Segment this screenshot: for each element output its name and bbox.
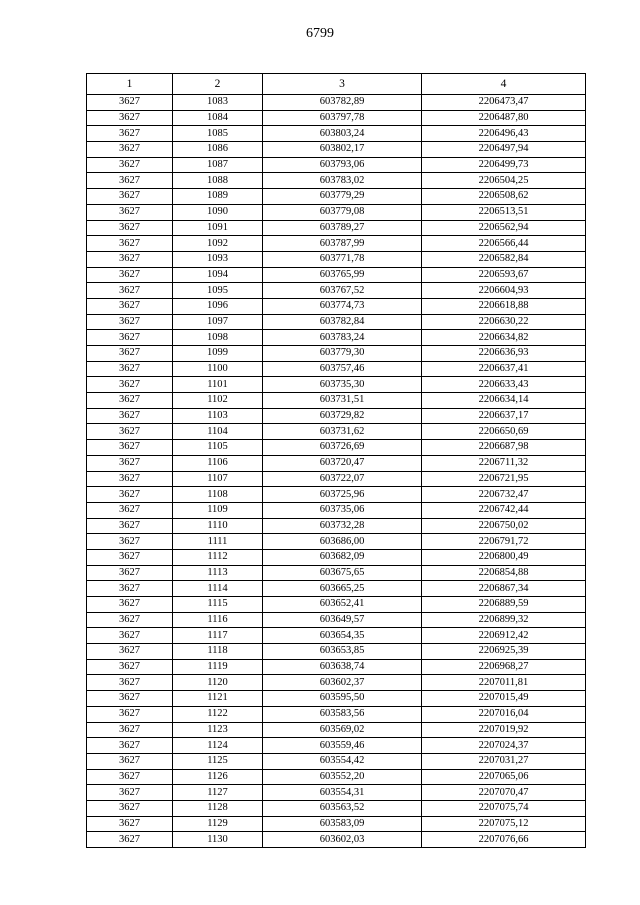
table-row xyxy=(87,251,586,267)
cell-point-number: 1101 xyxy=(173,377,263,393)
cell-zone: 3627 xyxy=(87,220,173,236)
table-row xyxy=(87,157,586,173)
cell-coordinate-y: 2206630,22 xyxy=(422,314,586,330)
cell-point-number: 1110 xyxy=(173,518,263,534)
header-row xyxy=(87,74,586,95)
cell-coordinate-x: 603735,30 xyxy=(263,377,422,393)
cell-zone: 3627 xyxy=(87,722,173,738)
cell-zone: 3627 xyxy=(87,487,173,503)
cell-coordinate-x: 603779,08 xyxy=(263,204,422,220)
cell-coordinate-x: 603767,52 xyxy=(263,283,422,299)
cell-point-number: 1114 xyxy=(173,581,263,597)
table-row xyxy=(87,408,586,424)
table-row xyxy=(87,800,586,816)
cell-coordinate-y: 2207075,12 xyxy=(422,816,586,832)
cell-point-number: 1113 xyxy=(173,565,263,581)
cell-coordinate-x: 603653,85 xyxy=(263,644,422,660)
cell-coordinate-y: 2206618,88 xyxy=(422,298,586,314)
cell-coordinate-y: 2206497,94 xyxy=(422,142,586,158)
cell-zone: 3627 xyxy=(87,738,173,754)
table-row xyxy=(87,204,586,220)
table-row xyxy=(87,722,586,738)
cell-point-number: 1097 xyxy=(173,314,263,330)
table-row xyxy=(87,236,586,252)
cell-zone: 3627 xyxy=(87,236,173,252)
cell-zone: 3627 xyxy=(87,298,173,314)
cell-point-number: 1095 xyxy=(173,283,263,299)
table-row xyxy=(87,346,586,362)
cell-point-number: 1087 xyxy=(173,157,263,173)
cell-coordinate-x: 603602,03 xyxy=(263,832,422,848)
cell-zone: 3627 xyxy=(87,518,173,534)
cell-coordinate-y: 2206791,72 xyxy=(422,534,586,550)
table-row xyxy=(87,110,586,126)
table-row xyxy=(87,377,586,393)
cell-coordinate-x: 603602,37 xyxy=(263,675,422,691)
cell-coordinate-y: 2206604,93 xyxy=(422,283,586,299)
cell-coordinate-x: 603686,00 xyxy=(263,534,422,550)
cell-point-number: 1100 xyxy=(173,361,263,377)
table-row xyxy=(87,440,586,456)
cell-zone: 3627 xyxy=(87,581,173,597)
cell-coordinate-y: 2206867,34 xyxy=(422,581,586,597)
cell-coordinate-x: 603554,31 xyxy=(263,785,422,801)
cell-point-number: 1086 xyxy=(173,142,263,158)
table-row xyxy=(87,628,586,644)
cell-coordinate-y: 2206854,88 xyxy=(422,565,586,581)
table-row xyxy=(87,659,586,675)
table-row xyxy=(87,706,586,722)
cell-coordinate-y: 2206634,14 xyxy=(422,393,586,409)
cell-zone: 3627 xyxy=(87,251,173,267)
cell-coordinate-y: 2206732,47 xyxy=(422,487,586,503)
table-row xyxy=(87,691,586,707)
cell-coordinate-y: 2206582,84 xyxy=(422,251,586,267)
cell-point-number: 1118 xyxy=(173,644,263,660)
cell-coordinate-y: 2207024,37 xyxy=(422,738,586,754)
cell-coordinate-x: 603787,99 xyxy=(263,236,422,252)
cell-zone: 3627 xyxy=(87,659,173,675)
table-row xyxy=(87,220,586,236)
cell-zone: 3627 xyxy=(87,785,173,801)
cell-point-number: 1106 xyxy=(173,455,263,471)
cell-coordinate-x: 603797,78 xyxy=(263,110,422,126)
cell-point-number: 1091 xyxy=(173,220,263,236)
table-row xyxy=(87,361,586,377)
cell-coordinate-y: 2206593,67 xyxy=(422,267,586,283)
cell-coordinate-y: 2206721,95 xyxy=(422,471,586,487)
cell-coordinate-y: 2206473,47 xyxy=(422,95,586,111)
table-row xyxy=(87,612,586,628)
cell-zone: 3627 xyxy=(87,628,173,644)
cell-point-number: 1103 xyxy=(173,408,263,424)
cell-coordinate-y: 2206889,59 xyxy=(422,597,586,613)
cell-coordinate-x: 603682,09 xyxy=(263,549,422,565)
cell-zone: 3627 xyxy=(87,455,173,471)
cell-point-number: 1111 xyxy=(173,534,263,550)
table-row xyxy=(87,471,586,487)
cell-zone: 3627 xyxy=(87,471,173,487)
cell-coordinate-y: 2206637,17 xyxy=(422,408,586,424)
cell-zone: 3627 xyxy=(87,753,173,769)
cell-point-number: 1130 xyxy=(173,832,263,848)
cell-coordinate-x: 603757,46 xyxy=(263,361,422,377)
cell-point-number: 1116 xyxy=(173,612,263,628)
cell-coordinate-y: 2207019,92 xyxy=(422,722,586,738)
cell-zone: 3627 xyxy=(87,330,173,346)
cell-coordinate-y: 2206496,43 xyxy=(422,126,586,142)
cell-coordinate-x: 603732,28 xyxy=(263,518,422,534)
table-row xyxy=(87,95,586,111)
cell-zone: 3627 xyxy=(87,267,173,283)
cell-coordinate-x: 603595,50 xyxy=(263,691,422,707)
table-row xyxy=(87,314,586,330)
cell-point-number: 1094 xyxy=(173,267,263,283)
column-header-1: 1 xyxy=(87,74,173,95)
table-row xyxy=(87,816,586,832)
cell-zone: 3627 xyxy=(87,157,173,173)
cell-coordinate-y: 2207075,74 xyxy=(422,800,586,816)
cell-point-number: 1096 xyxy=(173,298,263,314)
cell-point-number: 1107 xyxy=(173,471,263,487)
cell-point-number: 1119 xyxy=(173,659,263,675)
cell-zone: 3627 xyxy=(87,549,173,565)
cell-coordinate-x: 603552,20 xyxy=(263,769,422,785)
table-row xyxy=(87,518,586,534)
table-header xyxy=(87,74,586,95)
cell-coordinate-x: 603731,62 xyxy=(263,424,422,440)
cell-coordinate-x: 603793,06 xyxy=(263,157,422,173)
cell-zone: 3627 xyxy=(87,408,173,424)
cell-point-number: 1089 xyxy=(173,189,263,205)
table-row xyxy=(87,597,586,613)
cell-zone: 3627 xyxy=(87,361,173,377)
cell-point-number: 1126 xyxy=(173,769,263,785)
cell-zone: 3627 xyxy=(87,346,173,362)
cell-zone: 3627 xyxy=(87,769,173,785)
cell-point-number: 1127 xyxy=(173,785,263,801)
cell-coordinate-x: 603735,06 xyxy=(263,502,422,518)
cell-point-number: 1092 xyxy=(173,236,263,252)
cell-coordinate-y: 2206633,43 xyxy=(422,377,586,393)
cell-zone: 3627 xyxy=(87,393,173,409)
cell-point-number: 1120 xyxy=(173,675,263,691)
cell-point-number: 1090 xyxy=(173,204,263,220)
cell-coordinate-x: 603675,65 xyxy=(263,565,422,581)
cell-zone: 3627 xyxy=(87,173,173,189)
cell-zone: 3627 xyxy=(87,377,173,393)
cell-coordinate-x: 603554,42 xyxy=(263,753,422,769)
cell-coordinate-y: 2207016,04 xyxy=(422,706,586,722)
cell-coordinate-y: 2206637,41 xyxy=(422,361,586,377)
table-row xyxy=(87,534,586,550)
cell-zone: 3627 xyxy=(87,565,173,581)
cell-coordinate-x: 603779,30 xyxy=(263,346,422,362)
cell-coordinate-y: 2207070,47 xyxy=(422,785,586,801)
cell-coordinate-x: 603783,24 xyxy=(263,330,422,346)
cell-zone: 3627 xyxy=(87,706,173,722)
cell-coordinate-y: 2206504,25 xyxy=(422,173,586,189)
cell-point-number: 1085 xyxy=(173,126,263,142)
cell-point-number: 1129 xyxy=(173,816,263,832)
cell-point-number: 1108 xyxy=(173,487,263,503)
cell-point-number: 1115 xyxy=(173,597,263,613)
table-row xyxy=(87,675,586,691)
cell-coordinate-y: 2206566,44 xyxy=(422,236,586,252)
cell-coordinate-x: 603789,27 xyxy=(263,220,422,236)
cell-coordinate-y: 2206508,62 xyxy=(422,189,586,205)
cell-point-number: 1121 xyxy=(173,691,263,707)
column-header-2: 2 xyxy=(173,74,263,95)
cell-point-number: 1088 xyxy=(173,173,263,189)
cell-zone: 3627 xyxy=(87,424,173,440)
table-row xyxy=(87,424,586,440)
cell-coordinate-y: 2207011,81 xyxy=(422,675,586,691)
table-row xyxy=(87,753,586,769)
table-row xyxy=(87,644,586,660)
cell-zone: 3627 xyxy=(87,612,173,628)
table-row xyxy=(87,142,586,158)
cell-coordinate-x: 603665,25 xyxy=(263,581,422,597)
column-header-3: 3 xyxy=(263,74,422,95)
cell-coordinate-y: 2206912,42 xyxy=(422,628,586,644)
cell-coordinate-x: 603729,82 xyxy=(263,408,422,424)
cell-coordinate-x: 603652,41 xyxy=(263,597,422,613)
cell-coordinate-x: 603638,74 xyxy=(263,659,422,675)
cell-coordinate-y: 2206742,44 xyxy=(422,502,586,518)
table-row xyxy=(87,330,586,346)
cell-coordinate-x: 603765,99 xyxy=(263,267,422,283)
cell-point-number: 1099 xyxy=(173,346,263,362)
coordinates-table xyxy=(86,73,586,848)
cell-point-number: 1083 xyxy=(173,95,263,111)
cell-coordinate-y: 2206650,69 xyxy=(422,424,586,440)
cell-coordinate-x: 603725,96 xyxy=(263,487,422,503)
cell-coordinate-x: 603779,29 xyxy=(263,189,422,205)
table-row xyxy=(87,455,586,471)
cell-zone: 3627 xyxy=(87,832,173,848)
cell-point-number: 1093 xyxy=(173,251,263,267)
table-row xyxy=(87,502,586,518)
cell-point-number: 1109 xyxy=(173,502,263,518)
cell-zone: 3627 xyxy=(87,283,173,299)
cell-coordinate-y: 2207015,49 xyxy=(422,691,586,707)
cell-coordinate-x: 603782,89 xyxy=(263,95,422,111)
cell-point-number: 1112 xyxy=(173,549,263,565)
cell-coordinate-y: 2206487,80 xyxy=(422,110,586,126)
cell-point-number: 1084 xyxy=(173,110,263,126)
cell-point-number: 1117 xyxy=(173,628,263,644)
cell-coordinate-x: 603771,78 xyxy=(263,251,422,267)
cell-coordinate-y: 2206634,82 xyxy=(422,330,586,346)
cell-coordinate-y: 2206636,93 xyxy=(422,346,586,362)
cell-coordinate-y: 2207031,27 xyxy=(422,753,586,769)
cell-coordinate-x: 603569,02 xyxy=(263,722,422,738)
table-row xyxy=(87,581,586,597)
table-row xyxy=(87,298,586,314)
table-row xyxy=(87,769,586,785)
cell-coordinate-y: 2206968,27 xyxy=(422,659,586,675)
cell-zone: 3627 xyxy=(87,800,173,816)
cell-coordinate-y: 2207065,06 xyxy=(422,769,586,785)
cell-zone: 3627 xyxy=(87,534,173,550)
cell-zone: 3627 xyxy=(87,440,173,456)
cell-coordinate-y: 2206800,49 xyxy=(422,549,586,565)
cell-point-number: 1098 xyxy=(173,330,263,346)
cell-zone: 3627 xyxy=(87,126,173,142)
cell-coordinate-y: 2206499,73 xyxy=(422,157,586,173)
table-body xyxy=(87,95,586,848)
cell-coordinate-y: 2206711,32 xyxy=(422,455,586,471)
table-row xyxy=(87,565,586,581)
table-row xyxy=(87,283,586,299)
cell-coordinate-x: 603802,17 xyxy=(263,142,422,158)
cell-zone: 3627 xyxy=(87,314,173,330)
cell-coordinate-x: 603783,02 xyxy=(263,173,422,189)
cell-point-number: 1123 xyxy=(173,722,263,738)
cell-coordinate-x: 603726,69 xyxy=(263,440,422,456)
cell-coordinate-x: 603803,24 xyxy=(263,126,422,142)
cell-coordinate-x: 603782,84 xyxy=(263,314,422,330)
cell-coordinate-x: 603649,57 xyxy=(263,612,422,628)
table-row xyxy=(87,832,586,848)
cell-point-number: 1122 xyxy=(173,706,263,722)
table-row xyxy=(87,738,586,754)
cell-coordinate-x: 603563,52 xyxy=(263,800,422,816)
cell-zone: 3627 xyxy=(87,189,173,205)
cell-coordinate-x: 603559,46 xyxy=(263,738,422,754)
cell-coordinate-y: 2206687,98 xyxy=(422,440,586,456)
table-row xyxy=(87,189,586,205)
cell-point-number: 1124 xyxy=(173,738,263,754)
cell-coordinate-x: 603722,07 xyxy=(263,471,422,487)
cell-coordinate-x: 603774,73 xyxy=(263,298,422,314)
cell-zone: 3627 xyxy=(87,95,173,111)
table-row xyxy=(87,126,586,142)
table-row xyxy=(87,267,586,283)
cell-point-number: 1128 xyxy=(173,800,263,816)
table-row xyxy=(87,173,586,189)
table-row xyxy=(87,549,586,565)
cell-coordinate-y: 2207076,66 xyxy=(422,832,586,848)
cell-zone: 3627 xyxy=(87,597,173,613)
cell-zone: 3627 xyxy=(87,502,173,518)
cell-coordinate-y: 2206513,51 xyxy=(422,204,586,220)
cell-coordinate-y: 2206899,32 xyxy=(422,612,586,628)
table-row xyxy=(87,393,586,409)
cell-coordinate-x: 603720,47 xyxy=(263,455,422,471)
cell-coordinate-y: 2206750,02 xyxy=(422,518,586,534)
cell-point-number: 1104 xyxy=(173,424,263,440)
cell-zone: 3627 xyxy=(87,204,173,220)
cell-zone: 3627 xyxy=(87,142,173,158)
page-number: 6799 xyxy=(306,26,334,41)
cell-coordinate-x: 603583,56 xyxy=(263,706,422,722)
cell-zone: 3627 xyxy=(87,675,173,691)
cell-zone: 3627 xyxy=(87,816,173,832)
cell-zone: 3627 xyxy=(87,691,173,707)
cell-point-number: 1102 xyxy=(173,393,263,409)
column-header-4: 4 xyxy=(422,74,586,95)
table-row xyxy=(87,785,586,801)
cell-coordinate-x: 603583,09 xyxy=(263,816,422,832)
cell-point-number: 1105 xyxy=(173,440,263,456)
cell-zone: 3627 xyxy=(87,644,173,660)
table-row xyxy=(87,487,586,503)
cell-coordinate-y: 2206562,94 xyxy=(422,220,586,236)
cell-zone: 3627 xyxy=(87,110,173,126)
cell-coordinate-y: 2206925,39 xyxy=(422,644,586,660)
cell-point-number: 1125 xyxy=(173,753,263,769)
cell-coordinate-x: 603731,51 xyxy=(263,393,422,409)
cell-coordinate-x: 603654,35 xyxy=(263,628,422,644)
